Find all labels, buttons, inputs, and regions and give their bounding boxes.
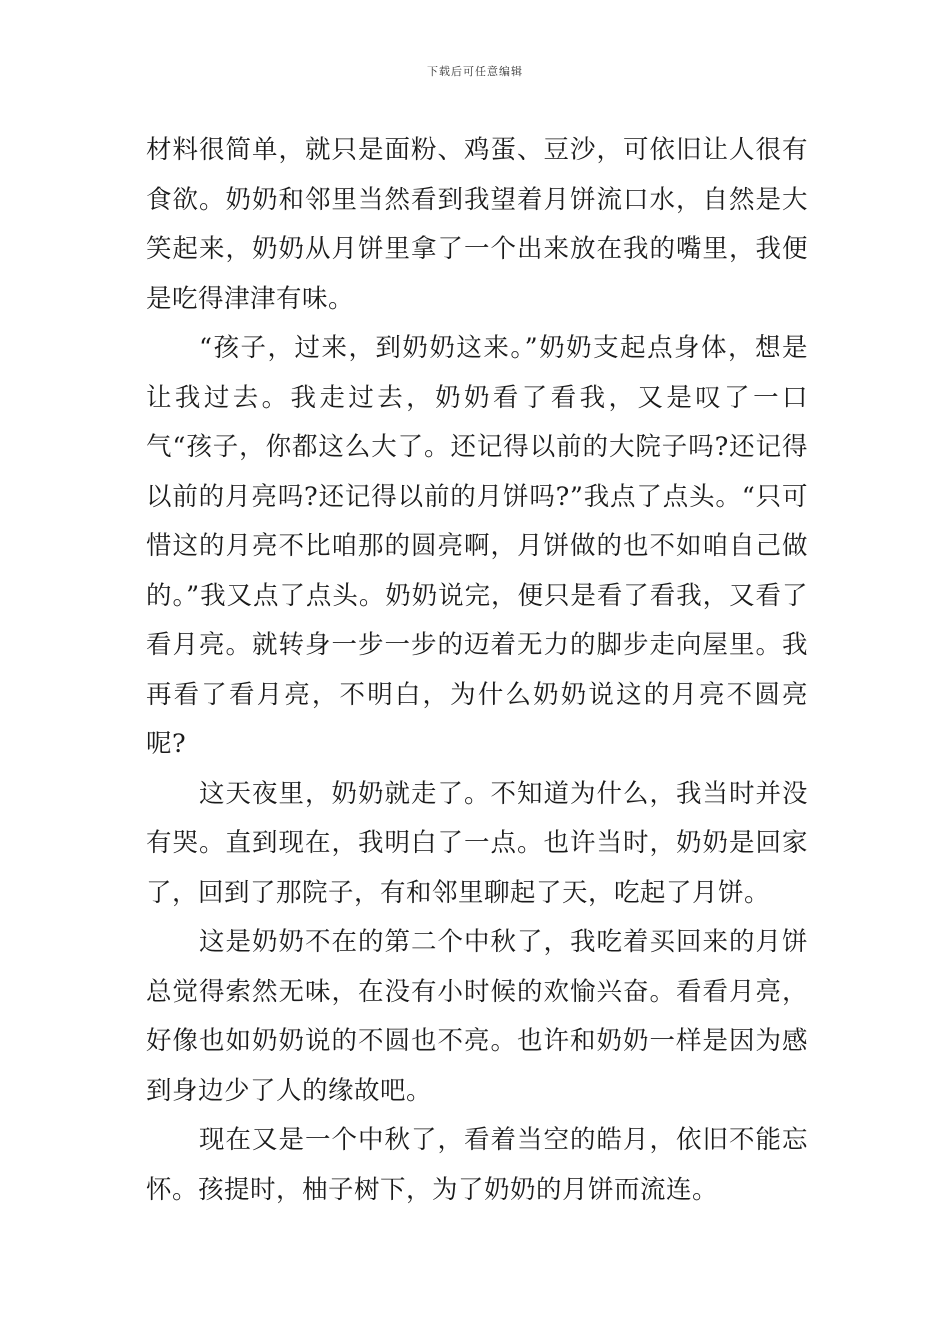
document-body (146, 126, 808, 1215)
paragraph-4: 这是奶奶不在的第二个中秋了，我吃着买回来的月饼总觉得索然无味，在没有小时候的欢愉兴奋。看看月亮，好像也如奶奶说的不圆也不亮。也许和奶奶一样是因为感到身边少了人的缘故吧。 (146, 927, 808, 1106)
paragraph-2: “孩子，过来，到奶奶这来。”奶奶支起点身体，想是让我过去。我走过去，奶奶看了看我，又是叹了一口气“孩子，你都这么大了。还记得以前的大院子吗?还记得以前的月亮吗?还记得以前的月饼吗?”我点了点头。“只可惜这的月亮不比咱那的圆亮啊，月饼做的也不如咱自己做的。”我又点了点头。奶奶说完，便只是看了看我，又看了看月亮。就转身一步一步的迈着无力的脚步走向屋里。我再看了看月亮，不明白，为什么奶奶说这的月亮不圆亮呢? (146, 333, 808, 759)
paragraph-1: 材料很简单，就只是面粉、鸡蛋、豆沙，可依旧让人很有食欲。奶奶和邻里当然看到我望着月饼流口水，自然是大笑起来，奶奶从月饼里拿了一个出来放在我的嘴里，我便是吃得津津有味。 (146, 135, 808, 314)
page-header: 下载后可任意编辑 (427, 65, 523, 78)
paragraph-3: 这天夜里，奶奶就走了。不知道为什么，我当时并没有哭。直到现在，我明白了一点。也许当时，奶奶是回家了，回到了那院子，有和邻里聊起了天，吃起了月饼。 (146, 778, 808, 908)
paragraph-5: 现在又是一个中秋了，看着当空的皓月，依旧不能忘怀。孩提时，柚子树下，为了奶奶的月饼而流连。 (146, 1125, 808, 1205)
